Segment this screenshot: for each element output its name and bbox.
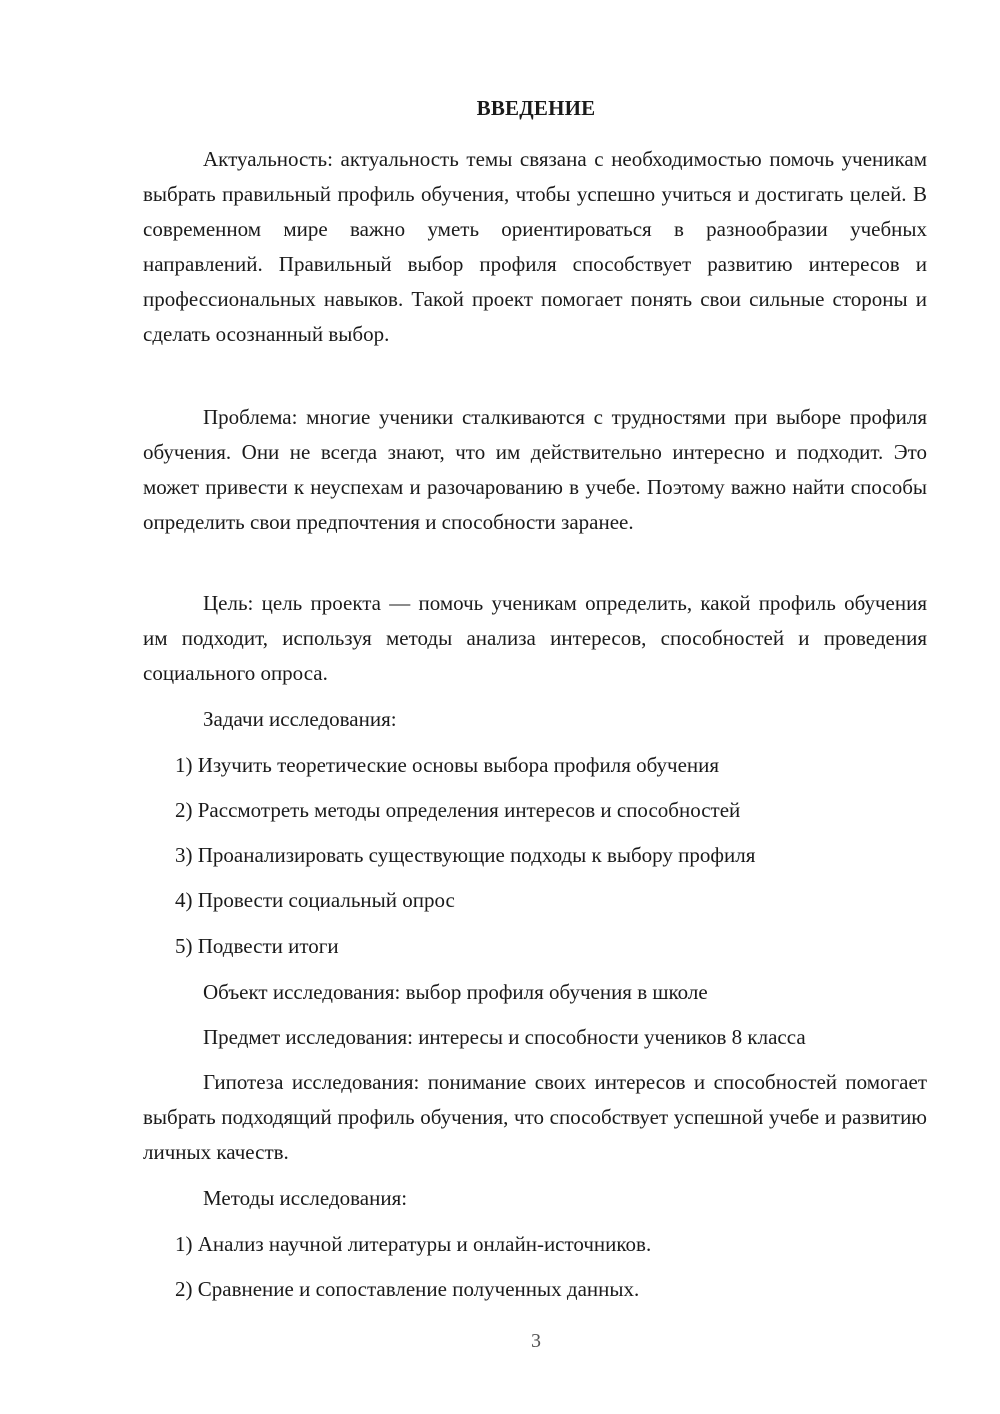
problem-paragraph: Проблема: многие ученики сталкиваются с трудностями при выборе профиля обучения. Они не всегда знают, что им действительно интересно и подходит. Это может привести к неуспехам и разочарованию в учебе. Поэтому важно найти способы определить свои предпочтения и способности заранее. — [143, 405, 927, 534]
task-item-4: 4) Провести социальный опрос — [175, 888, 455, 912]
task-item-2: 2) Рассмотреть методы определения интересов и способностей — [175, 798, 741, 822]
relevance-paragraph: Актуальность: актуальность темы связана с необходимостью помочь ученикам выбрать правильный профиль обучения, чтобы успешно учиться и достигать целей. В современном мире важно уметь ориентироваться в разнообразии учебных направлений. Правильный выбор профиля способствует развитию интересов и профессиональных навыков. Такой проект помогает понять свои сильные стороны и сделать осознанный выбор. — [143, 147, 927, 346]
task-item-1: 1) Изучить теоретические основы выбора профиля обучения — [175, 753, 720, 777]
hypothesis-paragraph: Гипотеза исследования: понимание своих интересов и способностей помогает выбрать подходящий профиль обучения, что способствует успешной учебе и развитию личных качеств. — [143, 1070, 927, 1164]
subject-line: Предмет исследования: интересы и способности учеников 8 класса — [203, 1025, 806, 1049]
section-title: ВВЕДЕНИЕ — [476, 96, 596, 120]
methods-heading: Методы исследования: — [203, 1186, 408, 1210]
page-number: 3 — [531, 1330, 541, 1352]
goal-paragraph: Цель: цель проекта — помочь ученикам определить, какой профиль обучения им подходит, используя методы анализа интересов, способностей и проведения социального опроса. — [143, 591, 927, 685]
object-line: Объект исследования: выбор профиля обучения в школе — [203, 980, 708, 1004]
method-item-1: 1) Анализ научной литературы и онлайн-источников. — [175, 1232, 652, 1256]
task-item-3: 3) Проанализировать существующие подходы к выбору профиля — [175, 843, 756, 867]
task-item-5: 5) Подвести итоги — [175, 934, 339, 958]
method-item-2: 2) Сравнение и сопоставление полученных данных. — [175, 1277, 640, 1301]
tasks-heading: Задачи исследования: — [203, 707, 397, 731]
